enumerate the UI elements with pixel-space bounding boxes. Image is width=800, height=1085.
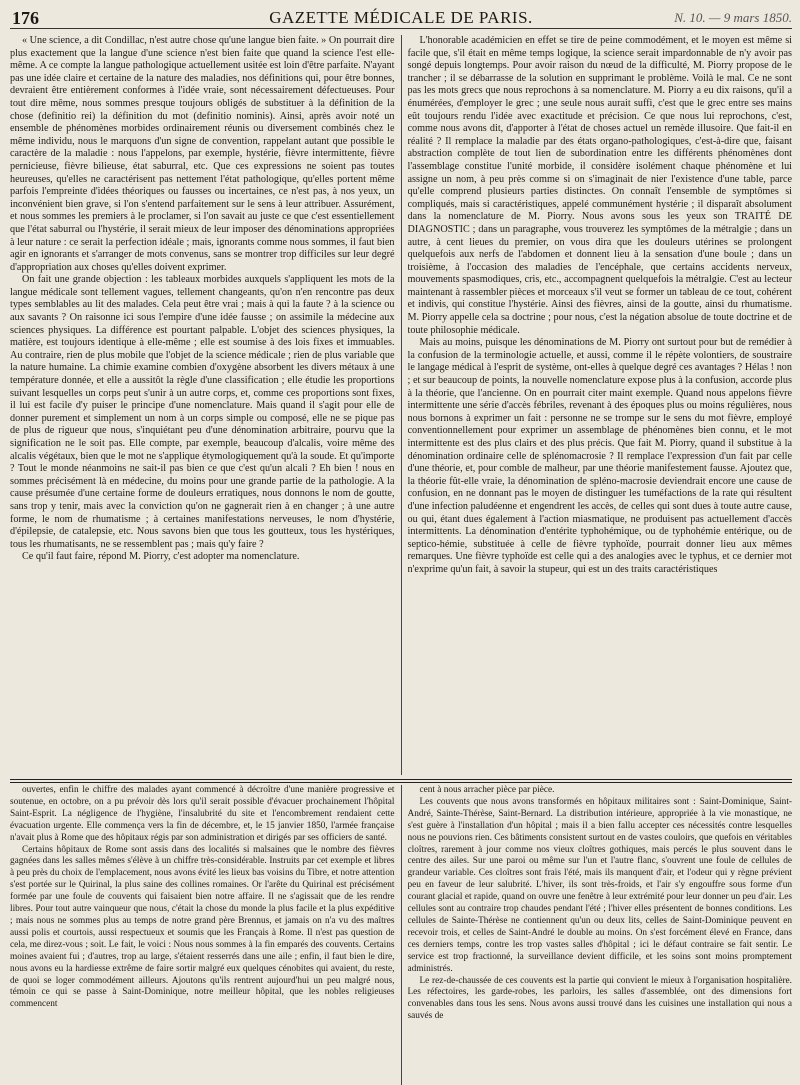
- feuilleton-column-left: [10, 785, 395, 1085]
- article-column-right: [408, 35, 793, 775]
- paragraph: Certains hôpitaux de Rome sont assis dans des localités si malsaines que le nombre des fièvres gagnées dans les salles mêmes s'élève à un chiffre très-considérable. Instruits par cet exemple et libres à peu près du choix de l'emplacement, nous avons évité les lieux bas voisins du Tibre, et notre attention s'est portée sur le Quirinal, la plus saine des collines romaines. Or l'arête du Quirinal est précisément formée par une foule de couvents qui faisaient bien notre affaire. Il ne s'agissait que de les rendre libres. Pour tout autre vainqueur que nous, c'était la chose du monde la plus facile et la plus expéditive ; mais nous ne sommes plus au temps de notre grand père Brennus, et jamais on n'a vu des maîtres aussi polis et courtois, aussi respectueux et soumis que les Français à Rome. Il n'est pas question de cela, me direz-vous ; soit. Le fait, le voici : Nous nous sommes à la fin emparés des couvents. Certains moines avaient fui ; d'autres, trop au large, s'étaient resserrés dans une aile ; enfin, il faut bien le dire, nous avons eu la hardiesse extrême de faire sortir malgré eux quelques cénobites qui avaient, du reste, de quoi se loger commodément ailleurs. Ajoutons qu'ils rentrent aujourd'hui un peu malgré nous, témoin ce qui se passe à Saint-Dominique, notre meilleur hôpital, que les nobles religieuses commencent: [10, 844, 395, 1010]
- paragraph: cent à nous arracher pièce par pièce.: [419, 785, 555, 795]
- paragraph: On fait une grande objection : les tableaux morbides auxquels s'appliquent les mots de la langue médicale sont tellement vagues, tellement changeants, qu'on n'en rencontre pas deux types semblables au lit des malades. Cela peut être vrai ; mais à qui la faute ? à la science ou aux savants ? On raisonne ici sous l'empire d'une idée fausse ; on assimile la médecine aux sciences physiques. La différence est pourtant palpable. L'objet des sciences physiques, la matière, est toujours identique à elle-même ; elle est soumise à des lois fixes et immuables. Au contraire, rien de plus mobile que l'objet de la science médicale ; rien de plus variable que la nature humaine. La chimie examine combien d'oxygène absorbent les divers métaux à une température donnée, et elle a aussitôt la règle d'une classification ; elle étudie les proportions suivant lesquelles un corps peut s'unir à un autre corps, et, comme ces proportions sont fixes, il lui est facile d'y puiser le principe d'une nomenclature. Mais quand il s'agit pour elle de donner purement et simplement un nom à un corps simple ou composé, elle ne se pique pas de plus de rigueur que nous, s'inquiétant peu d'une dénomination arbitraire, pourvu que la signification ne le soit pas. Elle compte, par exemple, beaucoup d'alcalis, voire même des alcalis végétaux, bien que le mot ne s'applique étymologiquement qu'à la soude. Et qu'importe ? Tout le monde néanmoins ne sait-il pas bien ce que c'est qu'un alcali ? Eh bien ! nous en sommes précisément là en médecine, du moins pour une grande partie de la pathologie. A la cause présumée d'une certaine forme de douleurs erratiques, nous donnons le nom de goutte, sans trop y tenir, mais avec la conviction qu'on ne gagnerait rien à en changer ; à une autre forme, le nom de rhumatisme ; à certaines manifestations nerveuses, le nom d'hystérie, d'épilepsie, de catalepsie, etc. Nous savons bien que tous les goutteux, tous les hystériques, tous les rhumatisants, ne se ressemblent pas ; mais qu'y faire ?: [10, 274, 395, 550]
- paragraph: ouvertes, enfin le chiffre des malades ayant commencé à décroître d'une manière progressive et soutenue, en octobre, on a pu prévoir dès lors qu'il serait possible d'évacuer prochainement l'hôpital Saint-Esprit. La négligence de l'hygiène, l'insalubrité du site et l'encombrement rendaient cette évacuation urgente. Elle commença vers la fin de décembre, et, le 15 janvier 1850, l'armée française n'avait plus à Rome que des hôpitaux régis par son administration et dirigés par ses officiers de santé.: [10, 785, 395, 843]
- column-rule: [401, 785, 402, 1085]
- feuilleton-column-right: [408, 785, 793, 1085]
- paragraph: L'honorable académicien en effet se tire de peine commodément, et le moyen est même si facile que, s'il était en même temps logique, la science serait impardonnable de n'y avoir pas songé depuis longtemps. Pour avoir raison du nœud de la difficulté, M. Piorry propose de le trancher ; il se débarrasse de la solution en supprimant le problème. Voilà le mal. Ce ne sont pas les mots grecs que nous reprochons à sa nomenclature. M. Piorry a eu dix raisons, qu'il a énumérées, d'employer le grec ; une seule nous aurait suffi, c'est que le grec entre ses mains eût toujours rendu l'idée avec exactitude et précision. Ce que nous lui reprochons, c'est, comme nous avons dit, d'apporter à l'état de choses actuel un remède illusoire. Que fait-il en réalité ? Il remplace la maladie par des états organo-pathologiques, c'est-à-dire que, faisant abstraction complète de tout lien de subordination entre les différents phénomènes dont l'assemblage constitue l'unité morbide, il considère isolément chaque phénomène et lui assigne un nom, à peu près comme si on s'imaginait de nier l'existence d'une table, parce qu'elle comprend plusieurs parties distinctes. On connaît l'ensemble de symptômes si compliqués, mais si caractéristiques, appelé communément hystérie ; il disparaît absolument dans la nomenclature de M. Piorry. Nous avons sous les yeux son TRAITÉ DE DIAGNOSTIC ; dans un paragraphe, vous trouverez les symptômes de la métralgie ; dans un autre, à cent lieues du premier, on vous dira que les douleurs utérines se prolongent quelquefois aux nerfs de l'abdomen et donnent lieu à la sensation d'une boule ; dans un troisième, à l'occasion des maladies de l'encéphale, que certains accidents nerveux, mouvements spasmodiques, cris, etc., accompagnent quelquefois la métralgie. C'est au lecteur maintenant à rassembler pièces et morceaux s'il veut se former un tableau de ce tout, cohérent et indivis, qui constitue l'hystérie. Ainsi des fièvres, ainsi de la goutte, ainsi du rhumatisme. M. Piorry appelle cela sa doctrine ; pour nous, c'est la négation absolue de toute doctrine et de toute philosophie médicale.: [407, 35, 792, 336]
- journal-title: GAZETTE MÉDICALE DE PARIS.: [269, 8, 533, 27]
- paragraph: Ce qu'il faut faire, répond M. Piorry, c'est adopter ma nomenclature.: [22, 551, 300, 563]
- paragraph: Le rez-de-chaussée de ces couvents est la partie qui convient le mieux à l'organisation hospitalière. Les réfectoires, les garde-robes, les parloirs, les salles d'assemblée, ont des dimensions fort convenables dans tous les sens. Nous avons aussi trouvé dans les cuisines une installation qui nous a sauvés de: [407, 975, 792, 1022]
- article-columns: [10, 35, 792, 775]
- column-rule: [401, 35, 402, 775]
- page-number: 176: [12, 8, 39, 28]
- article-column-left: [10, 35, 395, 775]
- paragraph: « Une science, a dit Condillac, n'est autre chose qu'une langue bien faite. » On pourrait dire plus exactement que la langue d'une science n'est bien faite que quand la science l'est elle-même. A ce compte la langue pathologique actuellement usitée est loin d'être parfaite. N'ayant pas une idée claire et certaine de la nature des maladies, nos définitions qui, pour être bonnes, devraient être entièrement conformes à l'idée vraie, sont nécessairement défectueuses. Pour tout dire même, nous sommes presque toujours obligés de substituer à la définition de la chose (definitio rei) la définition du mot (definitio nominis). Ainsi, après avoir noté un ensemble de phénomènes morbides ordinairement réunis ou diversement combinés chez le même individu, nous le marquons d'un signe de convention, rappelant autant que possible le caractère de la maladie : nous l'appelons, par exemple, hystérie, fièvre intermittente, fièvre pernicieuse, fièvre bilieuse, état saburral, etc. Que ces expressions ne soient pas toutes heureuses, qu'elles ne caractérisent pas nettement l'état pathologique, qu'elles portent même parfois l'empreinte d'idées théoriques ou fausses ou incertaines, ce n'est pas, à nos yeux, un inconvénient bien grave, si l'on s'entend parfaitement sur le sens à leur attribuer. Assurément, et nous sommes les premiers à le proclamer, si l'on savait au juste ce que c'est essentiellement que l'état saburral ou l'hystérie, il serait mieux de leur imposer des dénominations appropriées à leur nature : ce serait la perfection idéale ; mais, ignorants comme nous sommes, il faut bien agir en ignorants et s'arranger de mots convenus, sans se montrer trop difficiles sur leur degré d'appropriation aux choses qu'elles doivent exprimer.: [10, 35, 395, 273]
- issue-number: N. 10. — 9 mars 1850.: [674, 10, 792, 25]
- feuilleton-columns: [10, 785, 792, 1085]
- feuilleton-divider: [10, 779, 792, 783]
- paragraph: Mais au moins, puisque les dénominations de M. Piorry ont surtout pour but de remédier à la confusion de la terminologie actuelle, et aussi, comme il le répète volontiers, de soustraire le langage médical à l'esprit de système, ont-elles à quelque degré ces avantages ? Hélas ! non ; et sur beaucoup de points, la nouvelle nomenclature expose plus à la confusion, accorde plus à la théorie, que l'ancienne. On en pourrait citer maint exemple. Quand nous appelons fièvre intermittente une série d'accès fébriles, revenant à des époques plus ou moins régulières, nous nous bornons à exprimer un fait : personne ne se trompe sur le sens du mot fièvre, employé conventionnellement pour exprimer un assemblage de phénomènes bien connu, et le mot intermittente est des plus clairs et des plus précis. Que fait M. Piorry, quand il substitue à la dénomination ordinaire celle de splénomacrosie ? Il remplace l'expression d'un fait par celle d'une théorie, et, pour comble de malheur, par une théorie manifestement fausse. Ajoutez que, la théorie fût-elle vraie, la dénomination de spléno-macrosie deviendrait encore une cause de confusion, en ne donnant pas le moyen de distinguer les tuméfactions de la rate qui résultent d'une infection paludéenne et engendrent les accès, de celles qui sont dues à toute autre cause, ou qui, étant dues également à l'action miasmatique, ne produisent pas actuellement d'accès intermittents. La dénomination d'entérite typhohémique, ou de typhohémie entérique, ou de septico-hémie, substituée à celle de fièvre typhoïde, pourrait donner lieu aux mêmes remarques. Une fièvre typhoïde est celle qui a des analogies avec le typhus, et ce dernier mot n'exprime qu'un fait, à savoir la stupeur, qui est un des traits caractéristiques: [407, 337, 792, 575]
- page-header: [10, 6, 792, 29]
- paragraph: Les couvents que nous avons transformés en hôpitaux militaires sont : Saint-Dominique, Saint-André, Sainte-Thérèse, Saint-Bernard. La distribution intérieure, appropriée à la vie monastique, ne s'est guère à l'installation d'un hôpital ; mais il a bien fallu accepter ces nécessités contre lesquelles nous ne pouvions rien. Ces bâtiments consistent surtout en de vastes couloirs, que quefois en véritables cloîtres, rarement à jour comme nos vieux cloîtres gothiques, mais percés le plus souvent dans le centre des ailes. Sur une paroi ou même sur l'un et l'autre flanc, s'ouvrent une foule de cellules de grandeur variable. Ces cloîtres sont frais l'été, mais ils manquent d'air, et l'odeur qui y règne prévient peu en faveur de leur salubrité. L'hiver, ils sont très-froids, et l'air s'y engouffre sous forme d'un courant glacial et rapide, quand on ouvre une fenêtre à leur extrémité pour leur donner un peu d'air. Les cellules sont au contraire trop chaudes pendant l'été ; l'hiver elles présentent de bonnes conditions. Les cellules de Sainte-Thérèse ne contiennent qu'un ou deux lits, celles de Saint-Dominique peuvent en recevoir trois, et celles de Saint-André le double au moins. On s'est forcément élevé en France, dans ces derniers temps, contre les trop vastes salles d'hôpital ; ici le défaut contraire se fait sentir. Le service est trop fractionné, la surveillance devient difficile, et les soins sont moins promptement administrés.: [407, 796, 792, 974]
